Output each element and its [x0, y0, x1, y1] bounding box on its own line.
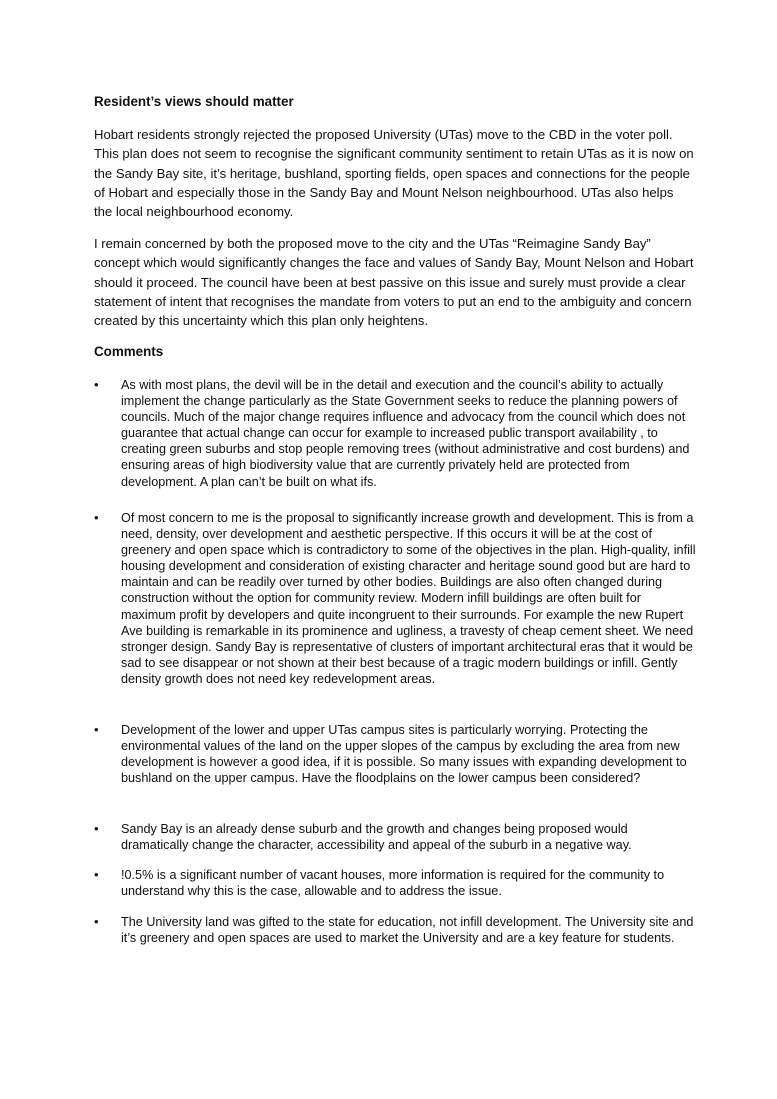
- bullet-text: Of most concern to me is the proposal to significantly increase growth and development. This is from a need, density, over development and aesthetic perspective. If this occurs it will be at the cost of greenery and open space which is contradictory to some of the objectives in the plan. High-quality, infill housing development and consideration of existing character and heritage sound good but are hard to maintain and can be readily over turned by other bodies. Buildings are also often changed during construction without the option for community review. Modern infill buildings are often built for maximum profit by developers and quite incongruent to their surrounds. For example the new Rupert Ave building is remarkable in its prominence and ugliness, a travesty of cheap cement sheet. We need stronger design. Sandy Bay is representative of clusters of important architectural eras that it would be sad to see disappear or not shown at their best because of a tragic modern buildings or infill. Gently density growth does not need key redevelopment areas.: [121, 511, 696, 686]
- bullet-dot-icon: •: [94, 722, 99, 737]
- bullet-dot-icon: •: [94, 510, 99, 525]
- bullet-dot-icon: •: [94, 914, 99, 929]
- bullet-text: The University land was gifted to the state for education, not infill development. The University site and it’s greenery and open spaces are used to market the University and are a key feature for students.: [121, 915, 694, 946]
- comments-heading: Comments: [94, 344, 164, 359]
- bullet-dot-icon: •: [94, 867, 99, 882]
- bullet-text: As with most plans, the devil will be in the detail and execution and the council’s ability to actually implement the change particularly as the State Government seeks to reduce the planning powers of councils. Much of the major change requires influence and advocacy from the council which does not guarantee that actual change can occur for example to increased public transport availability , to creating green suburbs and stop people removing trees (without administrative and cost burdens) and ensuring areas of high biodiversity value that are currently privately held are protected from development. A plan can’t be built on what ifs.: [121, 378, 690, 489]
- paragraph-voter-poll: Hobart residents strongly rejected the proposed University (UTas) move to the CBD in the voter poll. This plan does not seem to recognise the significant community sentiment to retain UTas as it is now on the Sandy Bay site, it’s heritage, bushland, sporting fields, open spaces and connections for the people of Hobart and especially those in the Sandy Bay and Mount Nelson neighbourhood. UTas also helps the local neighbourhood economy.: [94, 127, 694, 220]
- bullet-text: Sandy Bay is an already dense suburb and the growth and changes being proposed would dramatically change the character, accessibility and appeal of the suburb in a negative way.: [121, 822, 632, 853]
- bullet-text: Development of the lower and upper UTas campus sites is particularly worrying. Protecting the environmental values of the land on the upper slopes of the campus by excluding the area from new development is however a good idea, if it is possible. So many issues with expanding development to bushland on the upper campus. Have the floodplains on the lower campus been considered?: [121, 723, 687, 786]
- bullet-dot-icon: •: [94, 377, 99, 392]
- bullet-text: !0.5% is a significant number of vacant houses, more information is required for the community to understand why this is the case, allowable and to address the issue.: [121, 868, 665, 899]
- bullet-dot-icon: •: [94, 821, 99, 836]
- paragraph-concerns: I remain concerned by both the proposed move to the city and the UTas “Reimagine Sandy Bay” concept which would significantly changes the face and values of Sandy Bay, Mount Nelson and Hobart should it proceed. The council have been at best passive on this issue and surely must provide a clear statement of intent that recognises the mandate from voters to put an end to the ambiguity and concern created by this uncertainty which this plan only heightens.: [94, 236, 694, 329]
- main-heading: Resident’s views should matter: [94, 94, 294, 109]
